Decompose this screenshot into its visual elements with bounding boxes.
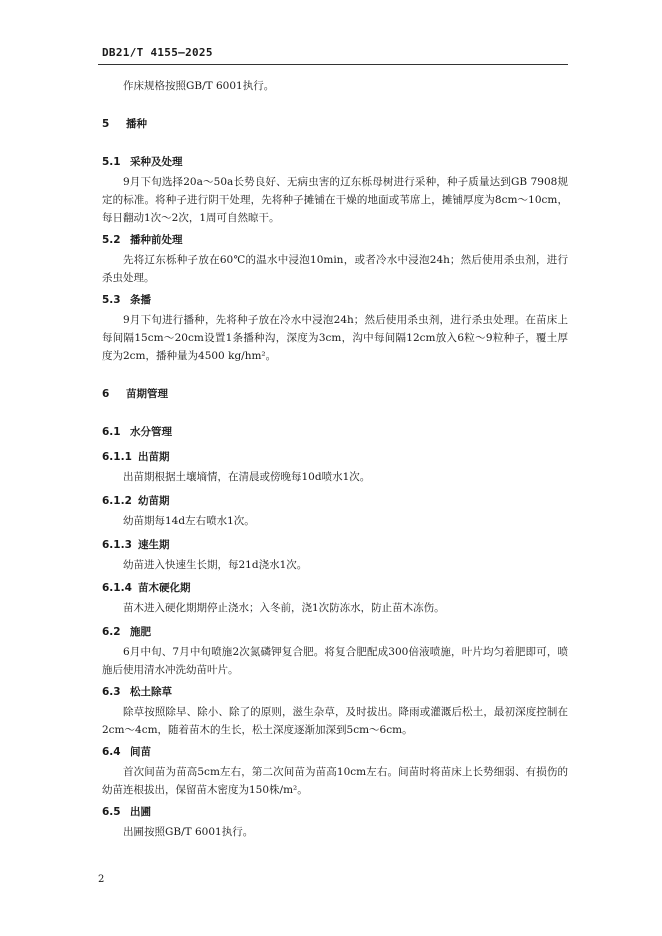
section-text: 苗木进入硬化期期停止浇水；入冬前，浇1次防冻水，防止苗木冻伤。 [123, 602, 445, 614]
section-5-1 [102, 154, 568, 227]
section-number: 5.3 [102, 294, 121, 306]
section-6-1-heading [102, 424, 568, 439]
section-text: 首次间苗为苗高5cm左右，第二次间苗为苗高10cm左右。间苗时将苗床上长势细弱、有损伤的幼苗连根拔出，保留苗木密度为150株/m²。 [102, 766, 568, 796]
section-title: 间苗 [130, 746, 151, 758]
section-title: 苗期管理 [126, 388, 168, 400]
section-6-1-1 [102, 449, 568, 486]
section-text: 9月下旬进行播种，先将种子放在冷水中浸泡24h；然后使用杀虫剂，进行杀虫处理。在苗床上每间隔15cm～20cm设置1条播种沟，深度为3cm，沟中每间隔12cm放入6粒～9粒种子，覆土厚度为2cm，播种量为4500 kg/hm²。 [102, 314, 568, 362]
section-5-heading [102, 116, 568, 131]
section-text: 9月下旬选择20a～50a长势良好、无病虫害的辽东栎母树进行采种，种子质量达到GB 7908规定的标准。将种子进行阴干处理，先将种子摊铺在干燥的地面或苇席上，摊铺厚度为8cm～10cm，每日翻动1次～2次，1周可自然晾干。 [102, 176, 568, 224]
section-6-5 [102, 804, 568, 841]
document-id: DB21/T 4155—2025 [102, 46, 213, 59]
section-text: 幼苗进入快速生长期，每21d浇水1次。 [123, 559, 308, 571]
section-number: 6.4 [102, 746, 121, 758]
section-text: 出苗期根据土壤墒情，在清晨或傍晚每10d喷水1次。 [123, 471, 371, 483]
section-number: 6.1 [102, 426, 121, 438]
section-title: 采种及处理 [130, 156, 183, 168]
section-text: 除草按照除早、除小、除了的原则，滋生杂草，及时拔出。降雨或灌溉后松土，最初深度控制在2cm～4cm，随着苗木的生长，松土深度逐渐加深到5cm～6cm。 [102, 706, 568, 736]
intro-paragraph [102, 77, 568, 95]
section-number: 5.1 [102, 156, 121, 168]
section-5-3 [102, 292, 568, 365]
section-title: 条播 [130, 294, 151, 306]
header-rule [98, 64, 568, 65]
section-6-2 [102, 624, 568, 679]
section-title: 施肥 [130, 626, 151, 638]
section-title: 水分管理 [130, 426, 172, 438]
section-text: 6月中旬、7月中旬喷施2次氮磷钾复合肥。将复合肥配成300倍液喷施，叶片均匀着肥即可，喷施后使用清水冲洗幼苗叶片。 [102, 646, 568, 676]
section-number: 6 [102, 388, 110, 400]
section-title: 幼苗期 [138, 495, 170, 507]
section-number: 6.1.3 [102, 539, 132, 551]
section-number: 6.5 [102, 806, 121, 818]
section-6-3 [102, 684, 568, 739]
section-6-1-2 [102, 493, 568, 530]
section-text: 出圃按照GB/T 6001执行。 [123, 826, 254, 838]
section-6-1-3 [102, 537, 568, 574]
paragraph-text: 作床规格按照GB/T 6001执行。 [123, 80, 275, 92]
section-5-2 [102, 232, 568, 287]
section-title: 播种前处理 [130, 234, 183, 246]
section-number: 6.1.4 [102, 582, 132, 594]
section-number: 6.1.1 [102, 451, 132, 463]
section-title: 出圃 [130, 806, 151, 818]
section-number: 5.2 [102, 234, 121, 246]
section-number: 6.3 [102, 686, 121, 698]
section-number: 6.2 [102, 626, 121, 638]
section-text: 先将辽东栎种子放在60℃的温水中浸泡10min，或者冷水中浸泡24h；然后使用杀虫剂，进行杀虫处理。 [102, 254, 568, 284]
section-6-heading [102, 386, 568, 401]
section-number: 5 [102, 118, 110, 130]
section-6-4 [102, 744, 568, 799]
section-number: 6.1.2 [102, 495, 132, 507]
section-title: 播种 [126, 118, 147, 130]
section-title: 速生期 [138, 539, 170, 551]
section-title: 出苗期 [138, 451, 170, 463]
section-6-1-4 [102, 580, 568, 617]
page-number: 2 [98, 874, 105, 885]
section-text: 幼苗期每14d左右喷水1次。 [123, 515, 255, 527]
section-title: 松土除草 [130, 686, 172, 698]
section-title: 苗木硬化期 [138, 582, 191, 594]
